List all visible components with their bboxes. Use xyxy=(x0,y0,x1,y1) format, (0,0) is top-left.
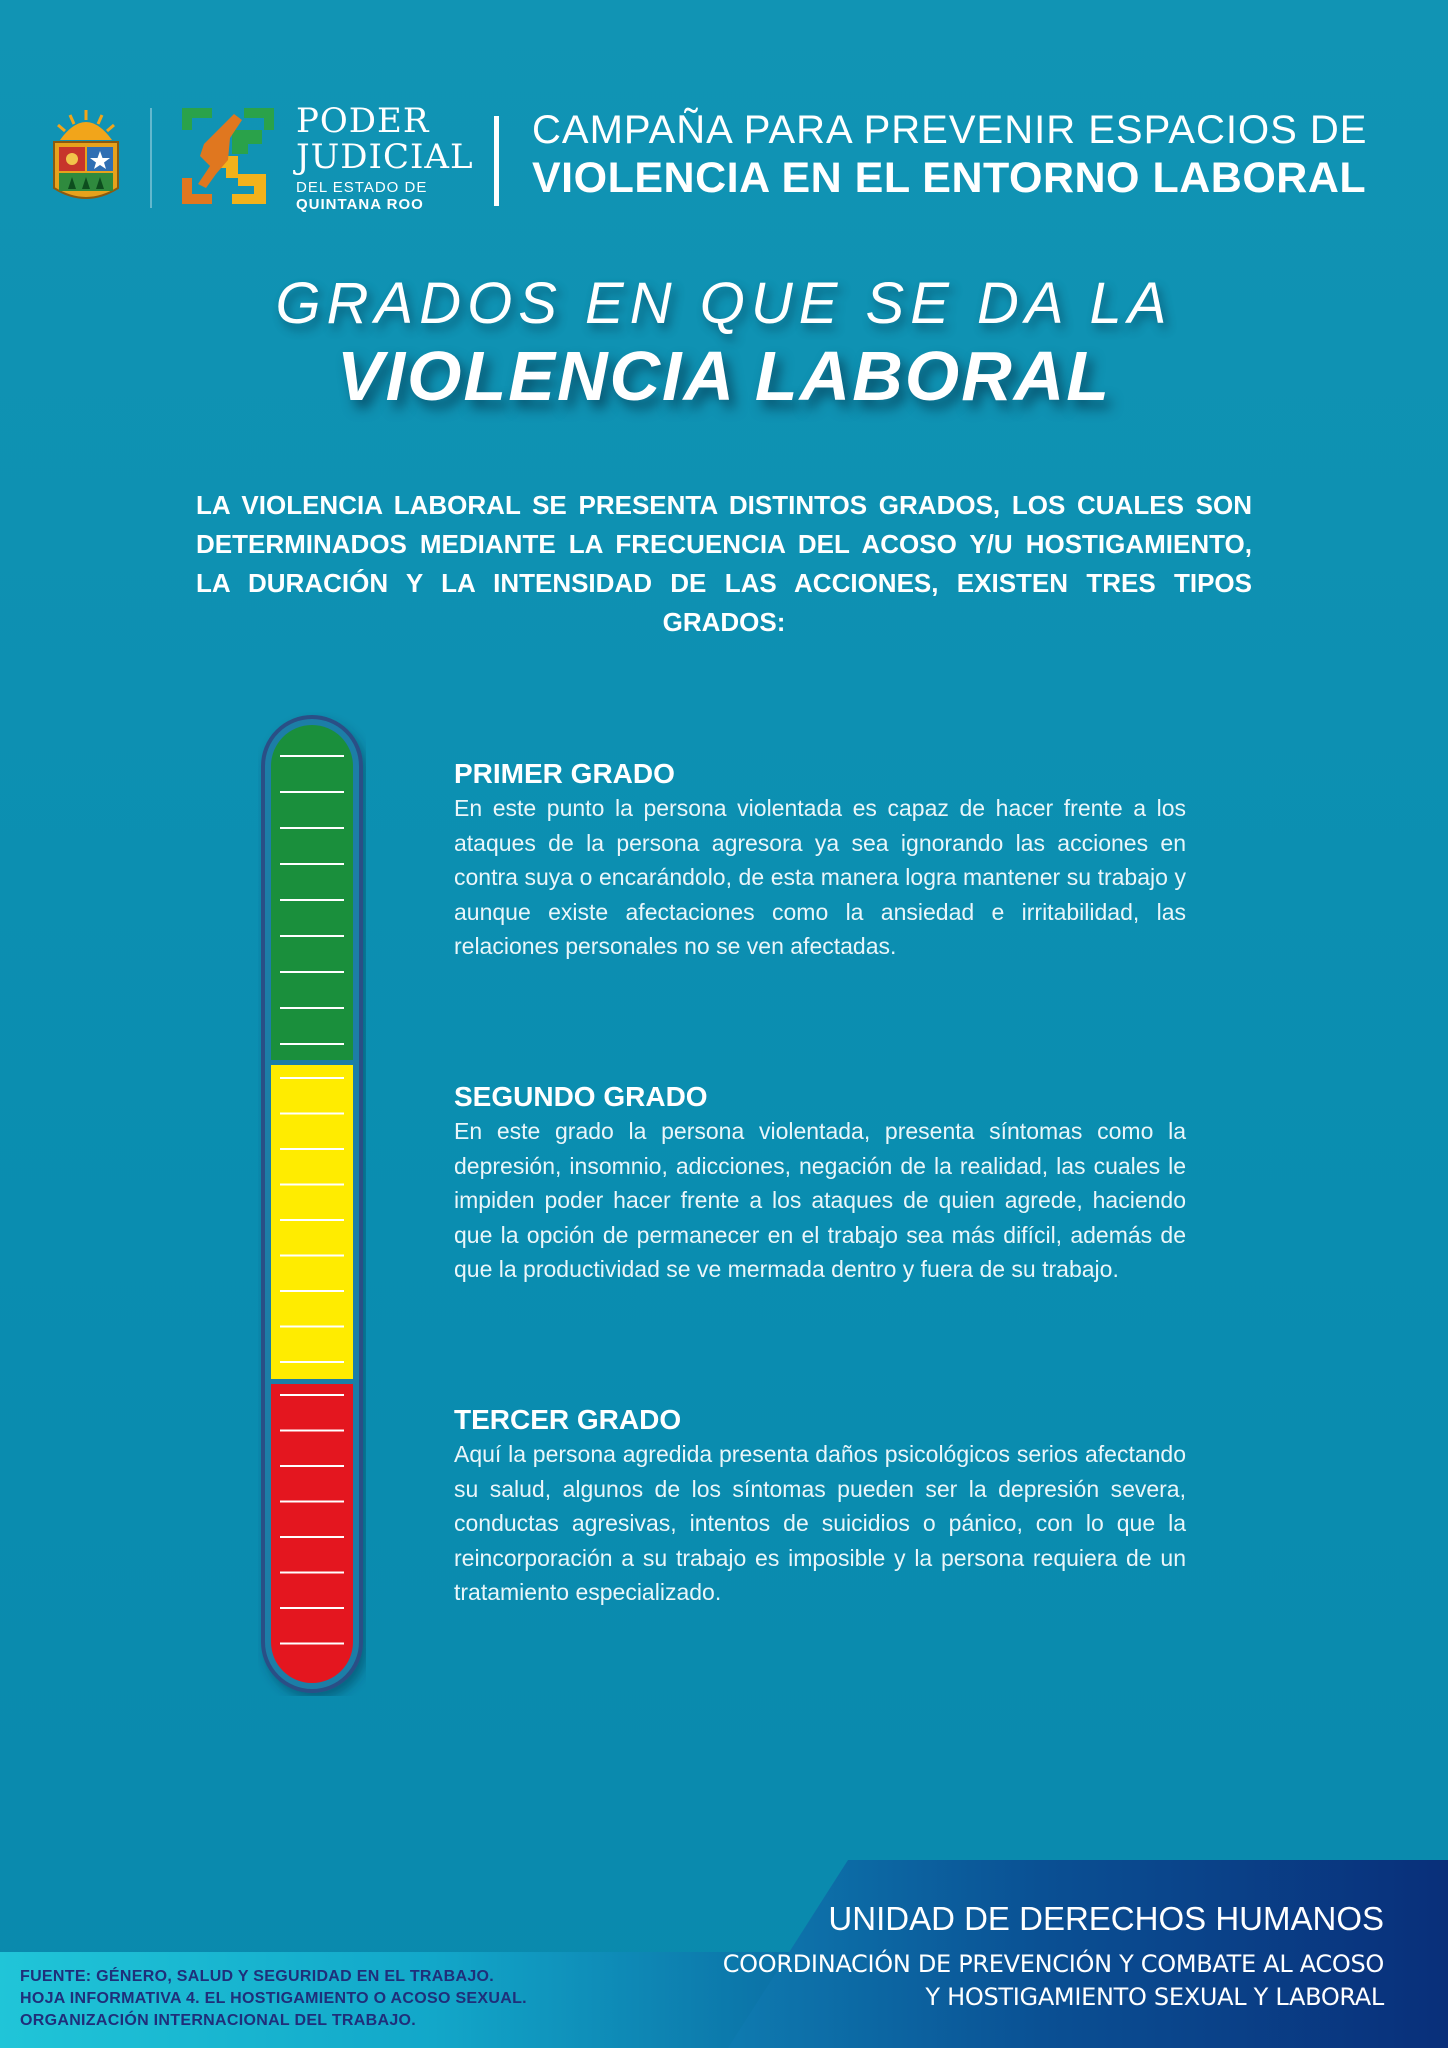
institution-line-1: PODER xyxy=(296,101,430,141)
grade-third-text: Aquí la persona agredida presenta daños psicológicos serios afectando su salud, algunos de los síntomas pueden ser la depresión severa, conductas agresivas, intentos de suicidios o pánico, con lo que la reincorporación a su trabajo es imposible y la persona requiera de un tratamiento especializado. xyxy=(454,1441,1186,1605)
unit-title: DERECHOS HUMANOS xyxy=(1019,1900,1384,1937)
level-third-grade xyxy=(271,1381,353,1683)
source-line-3: ORGANIZACIÓN INTERNACIONAL DEL TRABAJO. xyxy=(20,2012,417,2029)
source-line-1: FUENTE: GÉNERO, SALUD Y SEGURIDAD EN EL TRABAJO. xyxy=(20,1968,495,1985)
header-divider-bold xyxy=(494,116,499,206)
grade-first-text: En este punto la persona violentada es capaz de hacer frente a los ataques de la persona agresora ya sea ignorando las acciones en contra suya o encarándolo, de esta manera logra mantener su trabajo y aunque existe afectaciones como la ansiedad e irritabilidad, las relaciones personales no se ven afectadas. xyxy=(454,795,1186,959)
grade-first-heading: PRIMER GRADO xyxy=(454,758,675,789)
level-second-grade xyxy=(271,1063,353,1381)
coordination-line-1: COORDINACIÓN DE PREVENCIÓN Y COMBATE AL ACOSO xyxy=(722,1950,1384,1978)
institution-name xyxy=(296,101,474,213)
grade-third xyxy=(454,1403,1186,1610)
intro-paragraph: LA VIOLENCIA LABORAL SE PRESENTA DISTINTOS GRADOS, LOS CUALES SON DETERMINADOS MEDIANTE LA FRECUENCIA DEL ACOSO Y/U HOSTIGAMIENTO, LA DURACIÓN Y LA INTENSIDAD DE LAS ACCIONES, EXISTEN TRES TIPOS GRADOS: xyxy=(196,490,1252,637)
header-divider xyxy=(150,108,152,208)
page-title-line-1: GRADOS EN QUE SE DA LA xyxy=(275,271,1173,336)
poder-judicial-logo xyxy=(176,104,280,208)
campaign-title-line-2: VIOLENCIA EN EL ENTORNO LABORAL xyxy=(532,154,1367,202)
violence-level-thermometer xyxy=(258,712,366,1696)
header xyxy=(0,0,1448,230)
institution-line-3: DEL ESTADO DE xyxy=(296,179,428,196)
grade-first xyxy=(454,757,1186,964)
campaign-title-line-1: CAMPAÑA PARA PREVENIR ESPACIOS DE xyxy=(532,108,1368,152)
unit-name xyxy=(828,1900,1384,1938)
coordination-line-2: Y HOSTIGAMIENTO SEXUAL Y LABORAL xyxy=(925,1983,1384,2011)
unit-prefix: UNIDAD DE xyxy=(828,1900,1010,1937)
institution-line-4: QUINTANA ROO xyxy=(296,196,424,213)
page-title-line-2: VIOLENCIA LABORAL xyxy=(336,337,1112,415)
institution-line-2: JUDICIAL xyxy=(296,137,474,177)
grade-second xyxy=(454,1080,1186,1287)
state-shield-logo xyxy=(50,110,122,206)
source-citation xyxy=(20,1966,527,2032)
grade-second-heading: SEGUNDO GRADO xyxy=(454,1081,708,1112)
coordination-name xyxy=(723,1948,1384,2014)
level-first-grade xyxy=(271,725,353,1063)
grade-third-heading: TERCER GRADO xyxy=(454,1404,682,1435)
source-line-2: HOJA INFORMATIVA 4. EL HOSTIGAMIENTO O ACOSO SEXUAL. xyxy=(20,1990,527,2007)
grade-second-text: En este grado la persona violentada, presenta síntomas como la depresión, insomnio, adicciones, negación de la realidad, las cuales le impiden poder hacer frente a los ataques de quien agrede, haciendo que la opción de permanecer en el trabajo sea más difícil, además de que la productividad se ve mermada dentro y fuera de su trabajo. xyxy=(454,1118,1186,1282)
